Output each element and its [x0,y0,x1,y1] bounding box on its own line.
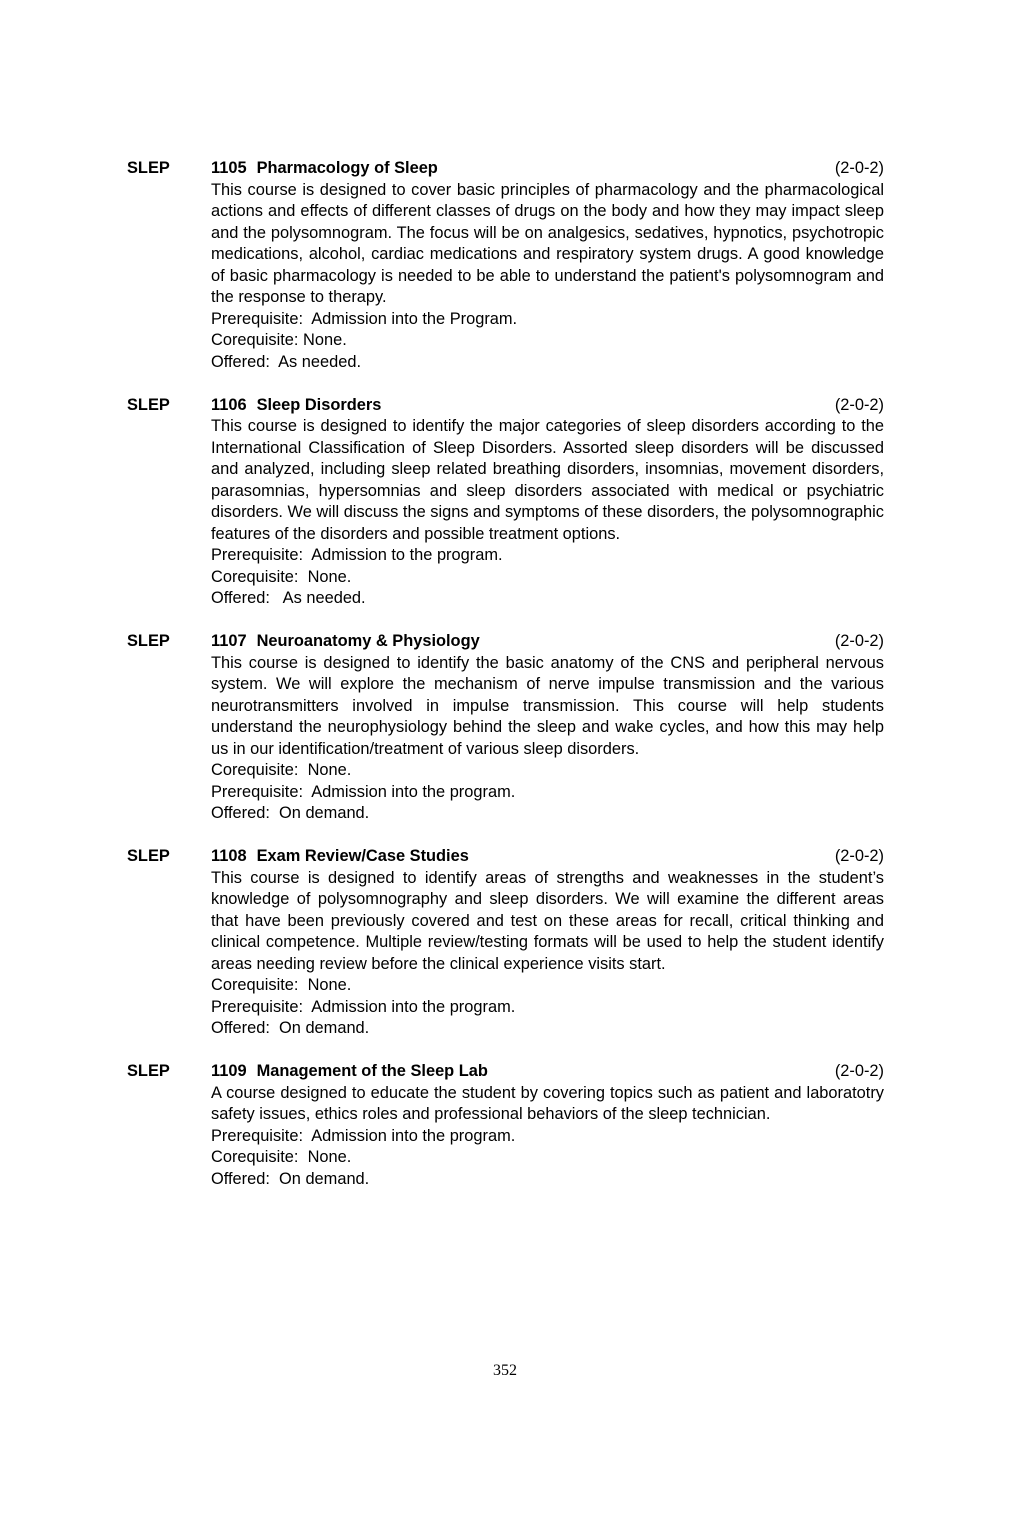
course-corequisite: Corequisite: None. [211,331,347,349]
course-department: SLEP [127,159,170,177]
course-header [127,1061,884,1083]
course-corequisite: Corequisite: None. [211,761,352,779]
course-prerequisite: Prerequisite: Admission into the Program. [211,309,518,328]
course-title: Management of the Sleep Lab [256,1062,488,1080]
course-title-line [211,846,469,868]
course-body [211,1083,884,1191]
course-offered: Offered: On demand. [211,1019,370,1037]
course-title-line [211,631,480,653]
course-header [127,631,884,653]
course-number: 1105 [211,159,247,177]
course-corequisite: Corequisite: None. [211,976,352,994]
course-title: Neuroanatomy & Physiology [256,632,480,650]
course-department: SLEP [127,395,170,414]
course-description: This course is designed to cover basic principles of pharmacology and the pharmacological actions and effects of different classes of drugs on the body and how they may impact sleep and the polysomnogram. The focus will be on analgesics, sedatives, hypnotics, psychotropic medications, alcohol, cardiac medications and respiratory system drugs. A good knowledge of basic pharmacology is needed to be able to understand the patient's polysomnogram and the response to therapy. [211,180,884,306]
course-entry [127,395,884,610]
course-title: Exam Review/Case Studies [256,847,469,865]
course-body [211,868,884,1040]
course-number: 1108 [211,847,247,865]
course-department: SLEP [127,1062,170,1080]
course-prerequisite: Prerequisite: Admission into the program. [211,1126,516,1145]
course-entry [127,158,884,373]
course-body [211,180,884,374]
course-corequisite: Corequisite: None. [211,567,352,586]
course-credits: (2-0-2) [834,632,884,650]
page-number: 352 [493,1362,517,1379]
course-department: SLEP [127,632,170,650]
course-number: 1106 [211,395,247,414]
course-number: 1107 [211,632,247,650]
course-credits: (2-0-2) [834,847,884,865]
course-prerequisite: Prerequisite: Admission to the program. [211,546,503,564]
course-description: A course designed to educate the student by covering topics such as patient and laboratotry safety issues, ethics roles and professional behaviors of the sleep technician. [211,1083,884,1123]
course-prerequisite: Prerequisite: Admission into the program. [211,997,516,1016]
course-credits: (2-0-2) [834,159,884,177]
course-description: This course is designed to identify the basic anatomy of the CNS and peripheral nervous system. We will explore the mechanism of nerve impulse transmission and the various neurotransmitters involved in impulse transmission. This course will help students understand the neurophysiology behind the sleep and wake cycles, and how this may help us in our identification/treatment of various sleep disorders. [211,653,884,758]
course-body [211,416,884,610]
course-entry [127,1061,884,1190]
course-title-line [211,395,381,417]
course-body [211,653,884,825]
course-corequisite: Corequisite: None. [211,1148,352,1166]
course-list [127,158,884,1212]
course-description: This course is designed to identify the major categories of sleep disorders according to the International Classification of Sleep Disorders. Assorted sleep disorders will be discussed and analyzed, including sleep related breathing disorders, insomnias, movement disorders, parasomnias, hypersomnias and sleep disorders associated with medical or psychiatric disorders. We will discuss the signs and symptoms of these disorders, the polysomnographic features of the disorders and possible treatment options. [211,417,884,543]
course-offered: Offered: On demand. [211,804,370,822]
course-title: Pharmacology of Sleep [256,159,438,177]
course-title-line [211,158,438,180]
course-header [127,395,884,417]
course-department: SLEP [127,847,170,865]
course-description: This course is designed to identify areas of strengths and weaknesses in the student’s knowledge of polysomnography and sleep disorders. We will examine the different areas that have been previously covered and test on these areas for recall, critical thinking and clinical competence. Multiple review/testing formats will be used to help the student identify areas needing review before the clinical experience visits start. [211,868,884,973]
course-credits: (2-0-2) [834,1062,884,1080]
course-title-line [211,1061,488,1083]
course-title: Sleep Disorders [256,395,382,414]
course-header [127,846,884,868]
course-offered: Offered: As needed. [211,589,366,607]
course-entry [127,846,884,1040]
course-entry [127,631,884,825]
course-number: 1109 [211,1062,247,1080]
course-credits: (2-0-2) [834,395,884,414]
course-prerequisite: Prerequisite: Admission into the program. [211,782,516,801]
course-offered: Offered: On demand. [211,1169,370,1188]
course-offered: Offered: As needed. [211,352,362,371]
course-header [127,158,884,180]
